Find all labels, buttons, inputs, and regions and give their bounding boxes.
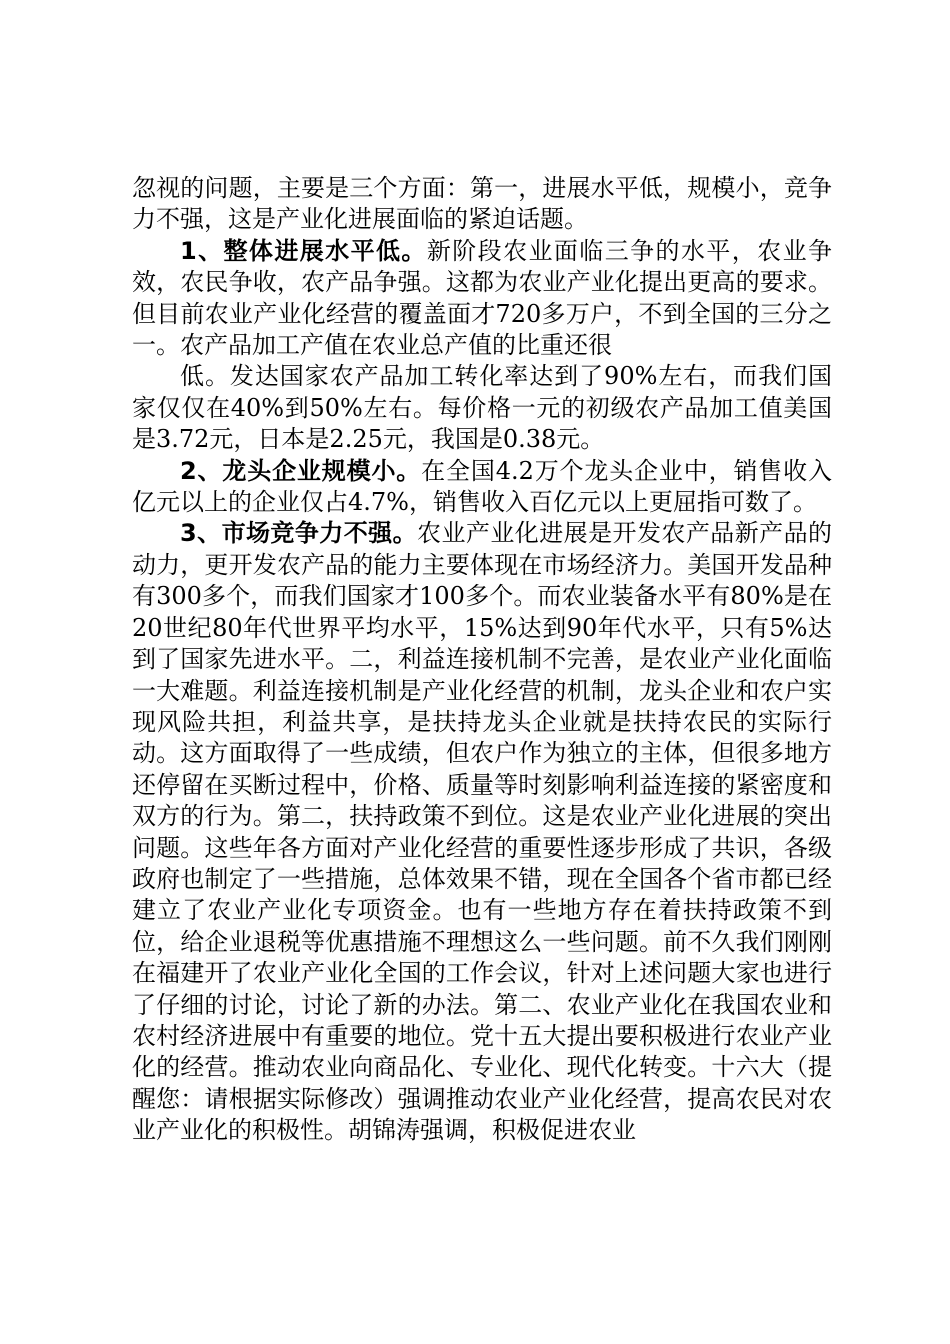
paragraph-text: 在全国4.2万个龙头企业中，销售收入亿元以上的企业仅占4.7%，销售收入百亿元以上更屈指可数了。 xyxy=(132,456,832,517)
paragraph-text: 忽视的问题，主要是三个方面：第一，进展水平低，规模小，竞争力不强，这是产业化进展面临的紧迫话题。 xyxy=(132,174,832,234)
paragraph-intro xyxy=(132,173,832,236)
section-heading: 3、市场竞争力不强。 xyxy=(180,519,418,548)
section-heading: 1、整体进展水平低。 xyxy=(180,236,427,265)
paragraph-section-2 xyxy=(132,456,832,519)
paragraph-text: 农业产业化进展是开发农产品新产品的动力，更开发农产品的能力主要体现在市场经济力。美国开发品种有300多个，而我们国家才100多个。而农业装备水平有80%是在20世纪80年代世界平均水平，15%达到90年代水平，只有5%达到了国家先进水平。二，利益连接机制不完善，是农业产业化面临一大难题。利益连接机制是产业化经营的机制，龙头企业和农户实现风险共担，利益共享，是扶持龙头企业就是扶持农民的实际行动。这方面取得了一些成绩，但农户作为独立的主体，但很多地方还停留在买断过程中，价格、质量等时刻影响利益连接的紧密度和双方的行为。第二，扶持政策不到位。这是农业产业化进展的突出问题。这些年各方面对产业化经营的重要性逐步形成了共识，各级政府也制定了一些措施，总体效果不错，现在全国各个省市都已经建立了农业产业化专项资金。也有一些地方存在着扶持政策不到位，给企业退税等优惠措施不理想这么一些问题。前不久我们刚刚在福建开了农业产业化全国的工作会议，针对上述问题大家也进行了仔细的讨论，讨论了新的办法。第二、农业产业化在我国农业和农村经济进展中有重要的地位。党十五大提出要积极进行农业产业化的经营。推动农业向商品化、专业化、现代化转变。十六大（提醒您：请根据实际修改）强调推动农业产业化经营，提高农民对农业产业化的积极性。胡锦涛强调，积极促进农业 xyxy=(132,519,832,1145)
paragraph-section-3 xyxy=(132,518,832,1146)
paragraph-text: 低。发达国家农产品加工转化率达到了90%左右，而我们国家仅仅在40%到50%左右。每价格一元的初级农产品加工值美国是3.72元，日本是2.25元，我国是0.38元。 xyxy=(132,362,832,454)
paragraph-section-1 xyxy=(132,236,832,362)
paragraph-text: 新阶段农业面临三争的水平，农业争效，农民争收，农产品争强。这都为农业产业化提出更高的要求。但目前农业产业化经营的覆盖面才720多万户，不到全国的三分之一。农产品加工产值在农业总产值的比重还很 xyxy=(132,236,833,360)
paragraph-continuation xyxy=(132,361,832,455)
document-body xyxy=(132,173,832,1147)
section-heading: 2、龙头企业规模小。 xyxy=(180,456,422,485)
